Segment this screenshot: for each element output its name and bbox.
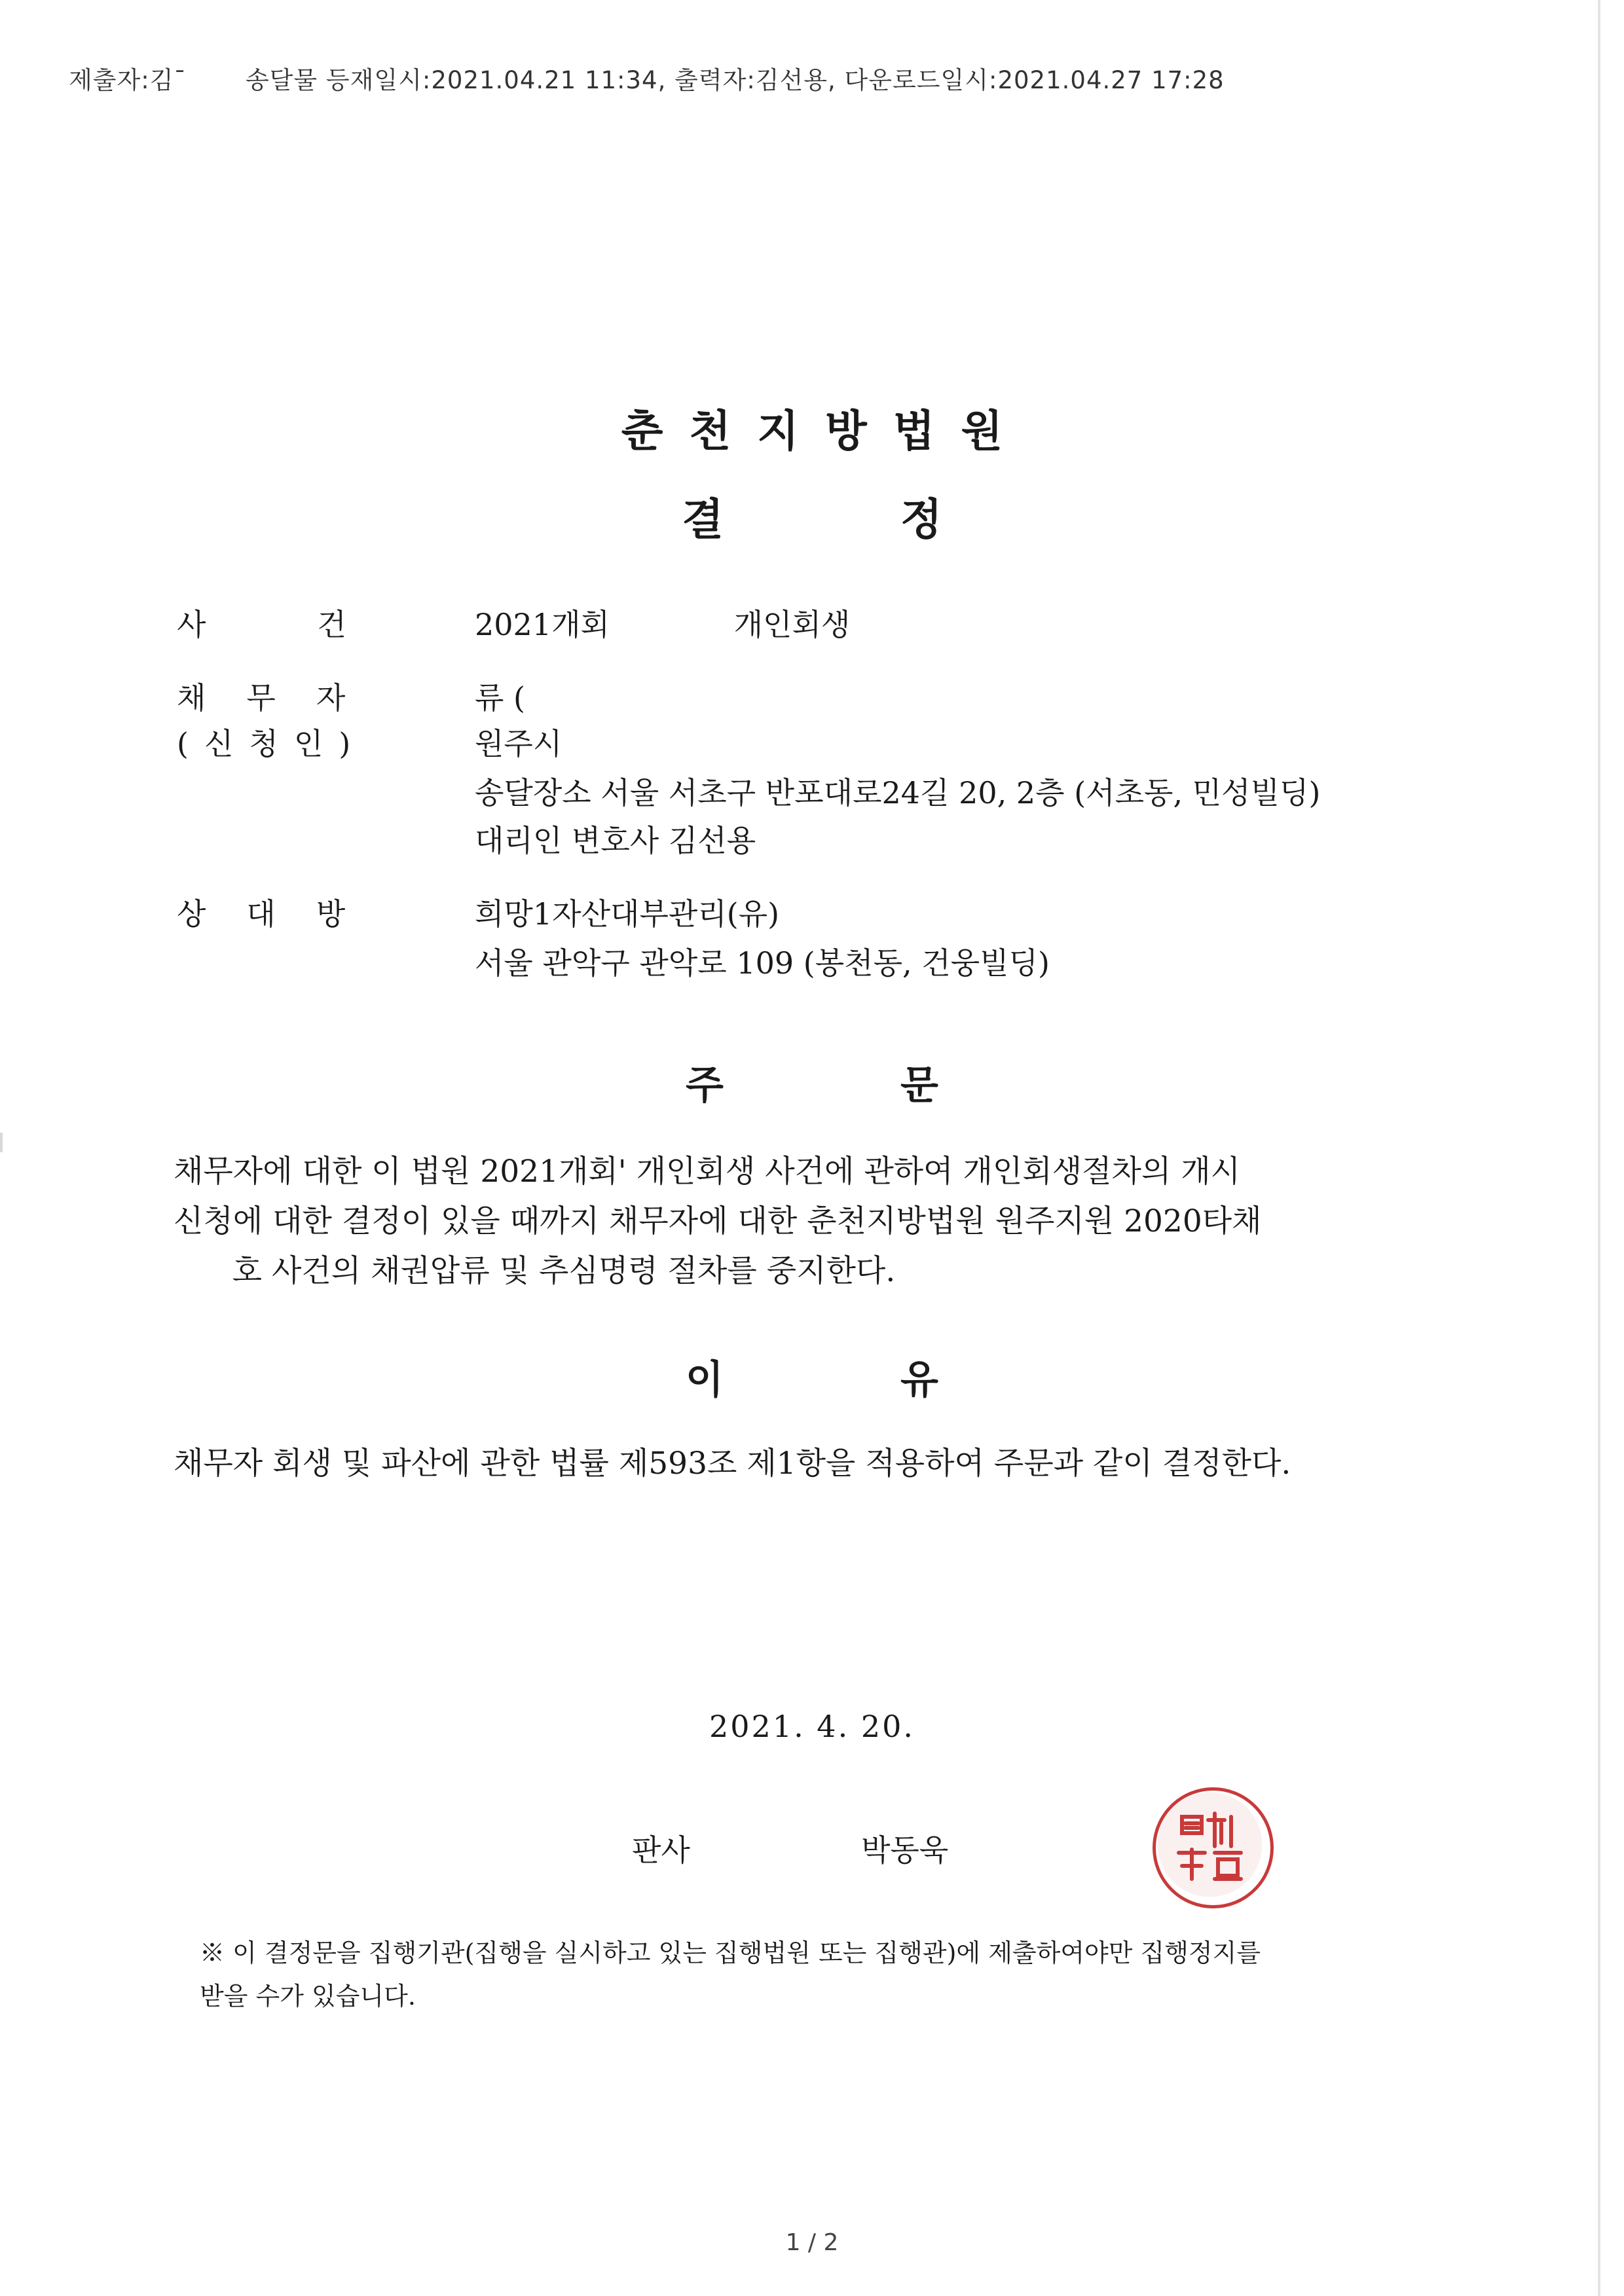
- execution-note: [200, 1931, 1378, 2018]
- debtor-service-address: 송달장소 서울 서초구 반포대로24길 20, 2층 (서초동, 민성빌딩): [475, 775, 1321, 811]
- reason-text: 채무자 회생 및 파산에 관한 법률 제593조 제1항을 적용하여 주문과 같이 결정한다.: [174, 1446, 1291, 1482]
- judge-name: 박동욱: [861, 1832, 949, 1868]
- debtor-label: 채무자: [177, 680, 386, 716]
- decision-date: 2021. 4. 20.: [709, 1709, 915, 1744]
- opponent-address: 서울 관악구 관악로 109 (봉천동, 건웅빌딩): [475, 945, 1050, 981]
- order-line: 호 사건의 채권압류 및 추심명령 절차를 중지한다.: [174, 1253, 896, 1289]
- debtor-sub-label: (신청인): [177, 726, 367, 761]
- opponent-label: 상대방: [177, 896, 386, 932]
- case-label: [177, 601, 458, 644]
- order-line: 채무자에 대한 이 법원 2021개회' 개인회생 사건에 관하여 개인회생절차의 개시: [174, 1154, 1241, 1190]
- submitter-text: 제출자:김ˉ: [69, 66, 187, 94]
- page-number: 1 / 2: [785, 2229, 839, 2256]
- registration-text: 송달물 등재일시:2021.04.21 11:34, 출력자:김선용, 다운로드일시:2021.04.27 17:28: [245, 66, 1225, 94]
- debtor-address: 원주시: [475, 726, 563, 761]
- print-header: [69, 60, 1225, 96]
- debtor-agent: 대리인 변호사 김선용: [475, 823, 756, 858]
- note-line: 받을 수가 있습니다.: [200, 1982, 416, 2011]
- order-text: [174, 1147, 1405, 1296]
- opponent-name: 희망1자산대부관리(유): [475, 896, 780, 932]
- court-name: 춘천지방법원: [621, 406, 1029, 456]
- court-seal-icon: [1153, 1787, 1274, 1908]
- case-number-text: 2021개회: [475, 607, 610, 642]
- case-label-text: 사건: [177, 607, 458, 642]
- scan-mark: [0, 1133, 3, 1152]
- case-number: [475, 601, 850, 644]
- order-title: 주문: [686, 1063, 1115, 1108]
- reason-title: 이유: [686, 1357, 1115, 1403]
- note-line: ※ 이 결정문을 집행기관(집행을 실시하고 있는 집행법원 또는 집행관)에 제출하여야만 집행정지를: [200, 1939, 1261, 1967]
- order-line: 신청에 대한 결정이 있을 때까지 채무자에 대한 춘천지방법원 원주지원 2020타채: [174, 1203, 1262, 1239]
- judge-label: 판사: [632, 1832, 690, 1868]
- scan-edge: [1598, 0, 1600, 2296]
- debtor-name: 류 (: [475, 680, 526, 716]
- case-type-text: 개인회생: [733, 607, 851, 642]
- document-title: 결정: [682, 494, 1119, 545]
